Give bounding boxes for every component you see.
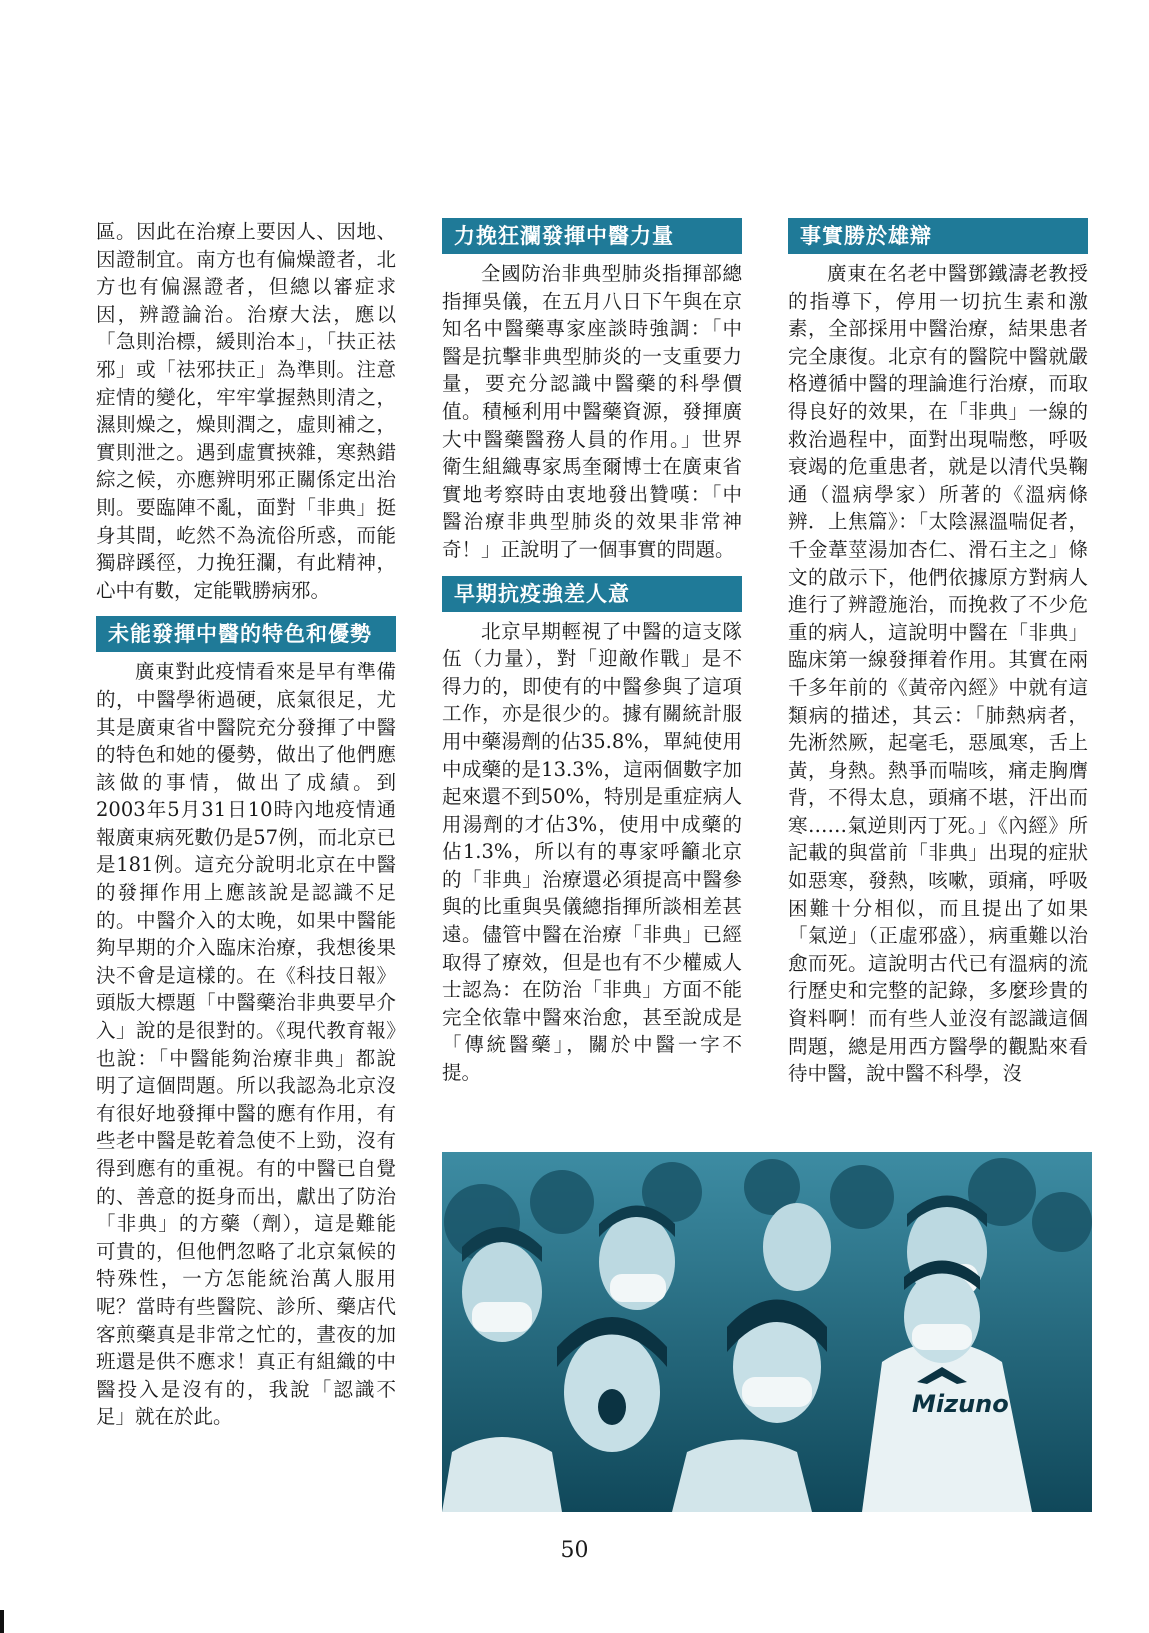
section-heading-not-utilized: 未能發揮中醫的特色和優勢 bbox=[96, 616, 396, 652]
shirt-logo-text: Mizuno bbox=[912, 1390, 1009, 1418]
section-heading-early-response: 早期抗疫強差人意 bbox=[442, 576, 742, 612]
column-3 bbox=[788, 218, 1088, 1088]
paragraph-facts: 廣東在名老中醫鄧鐵濤老教授的指導下，停用一切抗生素和激素，全部採用中醫治療，結果患者完全康復。北京有的醫院中醫就嚴格遵循中醫的理論進行治療，而取得良好的效果，在「非典」一線的救治過程中，面對出現喘憋，呼吸衰竭的危重患者，就是以清代吳鞠通（溫病學家）所著的《溫病條辨．上焦篇》：「太陰濕溫喘促者，千金葦莖湯加杏仁、滑石主之」條文的啟示下，他們依據原方對病人進行了辨證施治，而挽救了不少危重的病人，這說明中醫在「非典」臨床第一線發揮着作用。其實在兩千多年前的《黃帝內經》中就有這類病的描述，其云：「肺熱病者，先淅然厥，起毫毛，惡風寒，舌上黃，身熱。熱爭而喘咳，痛走胸膺背，不得太息，頭痛不堪，汗出而寒……氣逆則丙丁死。」《內經》所記載的與當前「非典」出現的症狀如惡寒，發熱，咳嗽，頭痛，呼吸困難十分相似，而且提出了如果「氣逆」（正虛邪盛），病重難以治愈而死。這說明古代已有溫病的流行歷史和完整的記錄，多麼珍貴的資料啊！而有些人並沒有認識這個問題，總是用西方醫學的觀點來看待中醫，說中醫不科學，沒 bbox=[788, 262, 1088, 1086]
section-heading-tcm-strength: 力挽狂瀾發揮中醫力量 bbox=[442, 218, 742, 254]
column-1 bbox=[96, 218, 396, 1431]
paragraph-not-utilized: 廣東對此疫情看來是早有準備的，中醫學術過硬，底氣很足，尤其是廣東省中醫院充分發揮了中醫的特色和她的優勢，做出了他們應該做的事情，做出了成績。到2003年5月31日10時內地疫情通報廣東病死數仍是57例，而北京已是181例。這充分說明北京在中醫的發揮作用上應該說是認識不足的。中醫介入的太晚，如果中醫能夠早期的介入臨床治療，我想後果決不會是這樣的。在《科技日報》頭版大標題「中醫藥治非典要早介入」說的是很對的。《現代教育報》也說：「中醫能夠治療非典」都說明了這個問題。所以我認為北京沒有很好地發揮中醫的應有作用，有些老中醫是乾着急使不上勁，沒有得到應有的重視。有的中醫已自覺的、善意的挺身而出，獻出了防治「非典」的方藥（劑），這是難能可貴的，但他們忽略了北京氣候的特殊性，一方怎能統治萬人服用呢？當時有些醫院、診所、藥店代客煎藥真是非常之忙的，晝夜的加班還是供不應求！真正有組織的中醫投入是沒有的，我說「認識不足」就在於此。 bbox=[96, 660, 396, 1429]
paragraph-intro: 區。因此在治療上要因人、因地、因證制宜。南方也有偏燥證者，北方也有偏濕證者，但總以審症求因，辨證論治。治療大法，應以「急則治標，緩則治本」，「扶正祛邪」或「祛邪扶正」為準則。注意症情的變化，牢牢掌握熱則清之，濕則燥之，燥則潤之，虛則補之，實則泄之。遇到虛實挾雜，寒熱錯綜之候，亦應辨明邪正關係定出治則。要臨陣不亂，面對「非典」挺身其間，屹然不為流俗所惑，而能獨辟蹊徑，力挽狂瀾，有此精神，心中有數，定能戰勝病邪。 bbox=[96, 220, 396, 602]
column-2 bbox=[442, 218, 742, 1087]
paragraph-tcm-strength: 全國防治非典型肺炎指揮部總指揮吳儀，在五月八日下午與在京知名中醫藥專家座談時強調：「中醫是抗擊非典型肺炎的一支重要力量，要充分認識中醫藥的科學價值。積極利用中醫藥資源，發揮廣大中醫藥醫務人員的作用。」世界衛生組織專家馬奎爾博士在廣東省實地考察時由衷地發出贊嘆：「中醫治療非典型肺炎的效果非常神奇！」正說明了一個事實的問題。 bbox=[442, 262, 742, 561]
crop-mark bbox=[0, 1610, 4, 1633]
page-number: 50 bbox=[560, 1538, 589, 1563]
paragraph-early-response: 北京早期輕視了中醫的這支隊伍（力量），對「迎敵作戰」是不得力的，即使有的中醫參與了這項工作，亦是很少的。據有關統計服用中藥湯劑的佔35.8%，單純使用中成藥的是13.3%，這兩個數字加起來還不到50%，特別是重症病人用湯劑的才佔3%，使用中成藥的佔1.3%，所以有的專家呼籲北京的「非典」治療還必須提高中醫參與的比重與吳儀總指揮所談相差甚遠。儘管中醫在治療「非典」已經取得了療效，但是也有不少權威人士認為：在防治「非典」方面不能完全依靠中醫來治愈，甚至說成是「傳統醫藥」，關於中醫一字不提。 bbox=[442, 619, 742, 1085]
crowd-illustration bbox=[442, 1152, 1092, 1512]
section-heading-facts: 事實勝於雄辯 bbox=[788, 218, 1088, 254]
crowd-masks-photo bbox=[442, 1152, 1092, 1512]
